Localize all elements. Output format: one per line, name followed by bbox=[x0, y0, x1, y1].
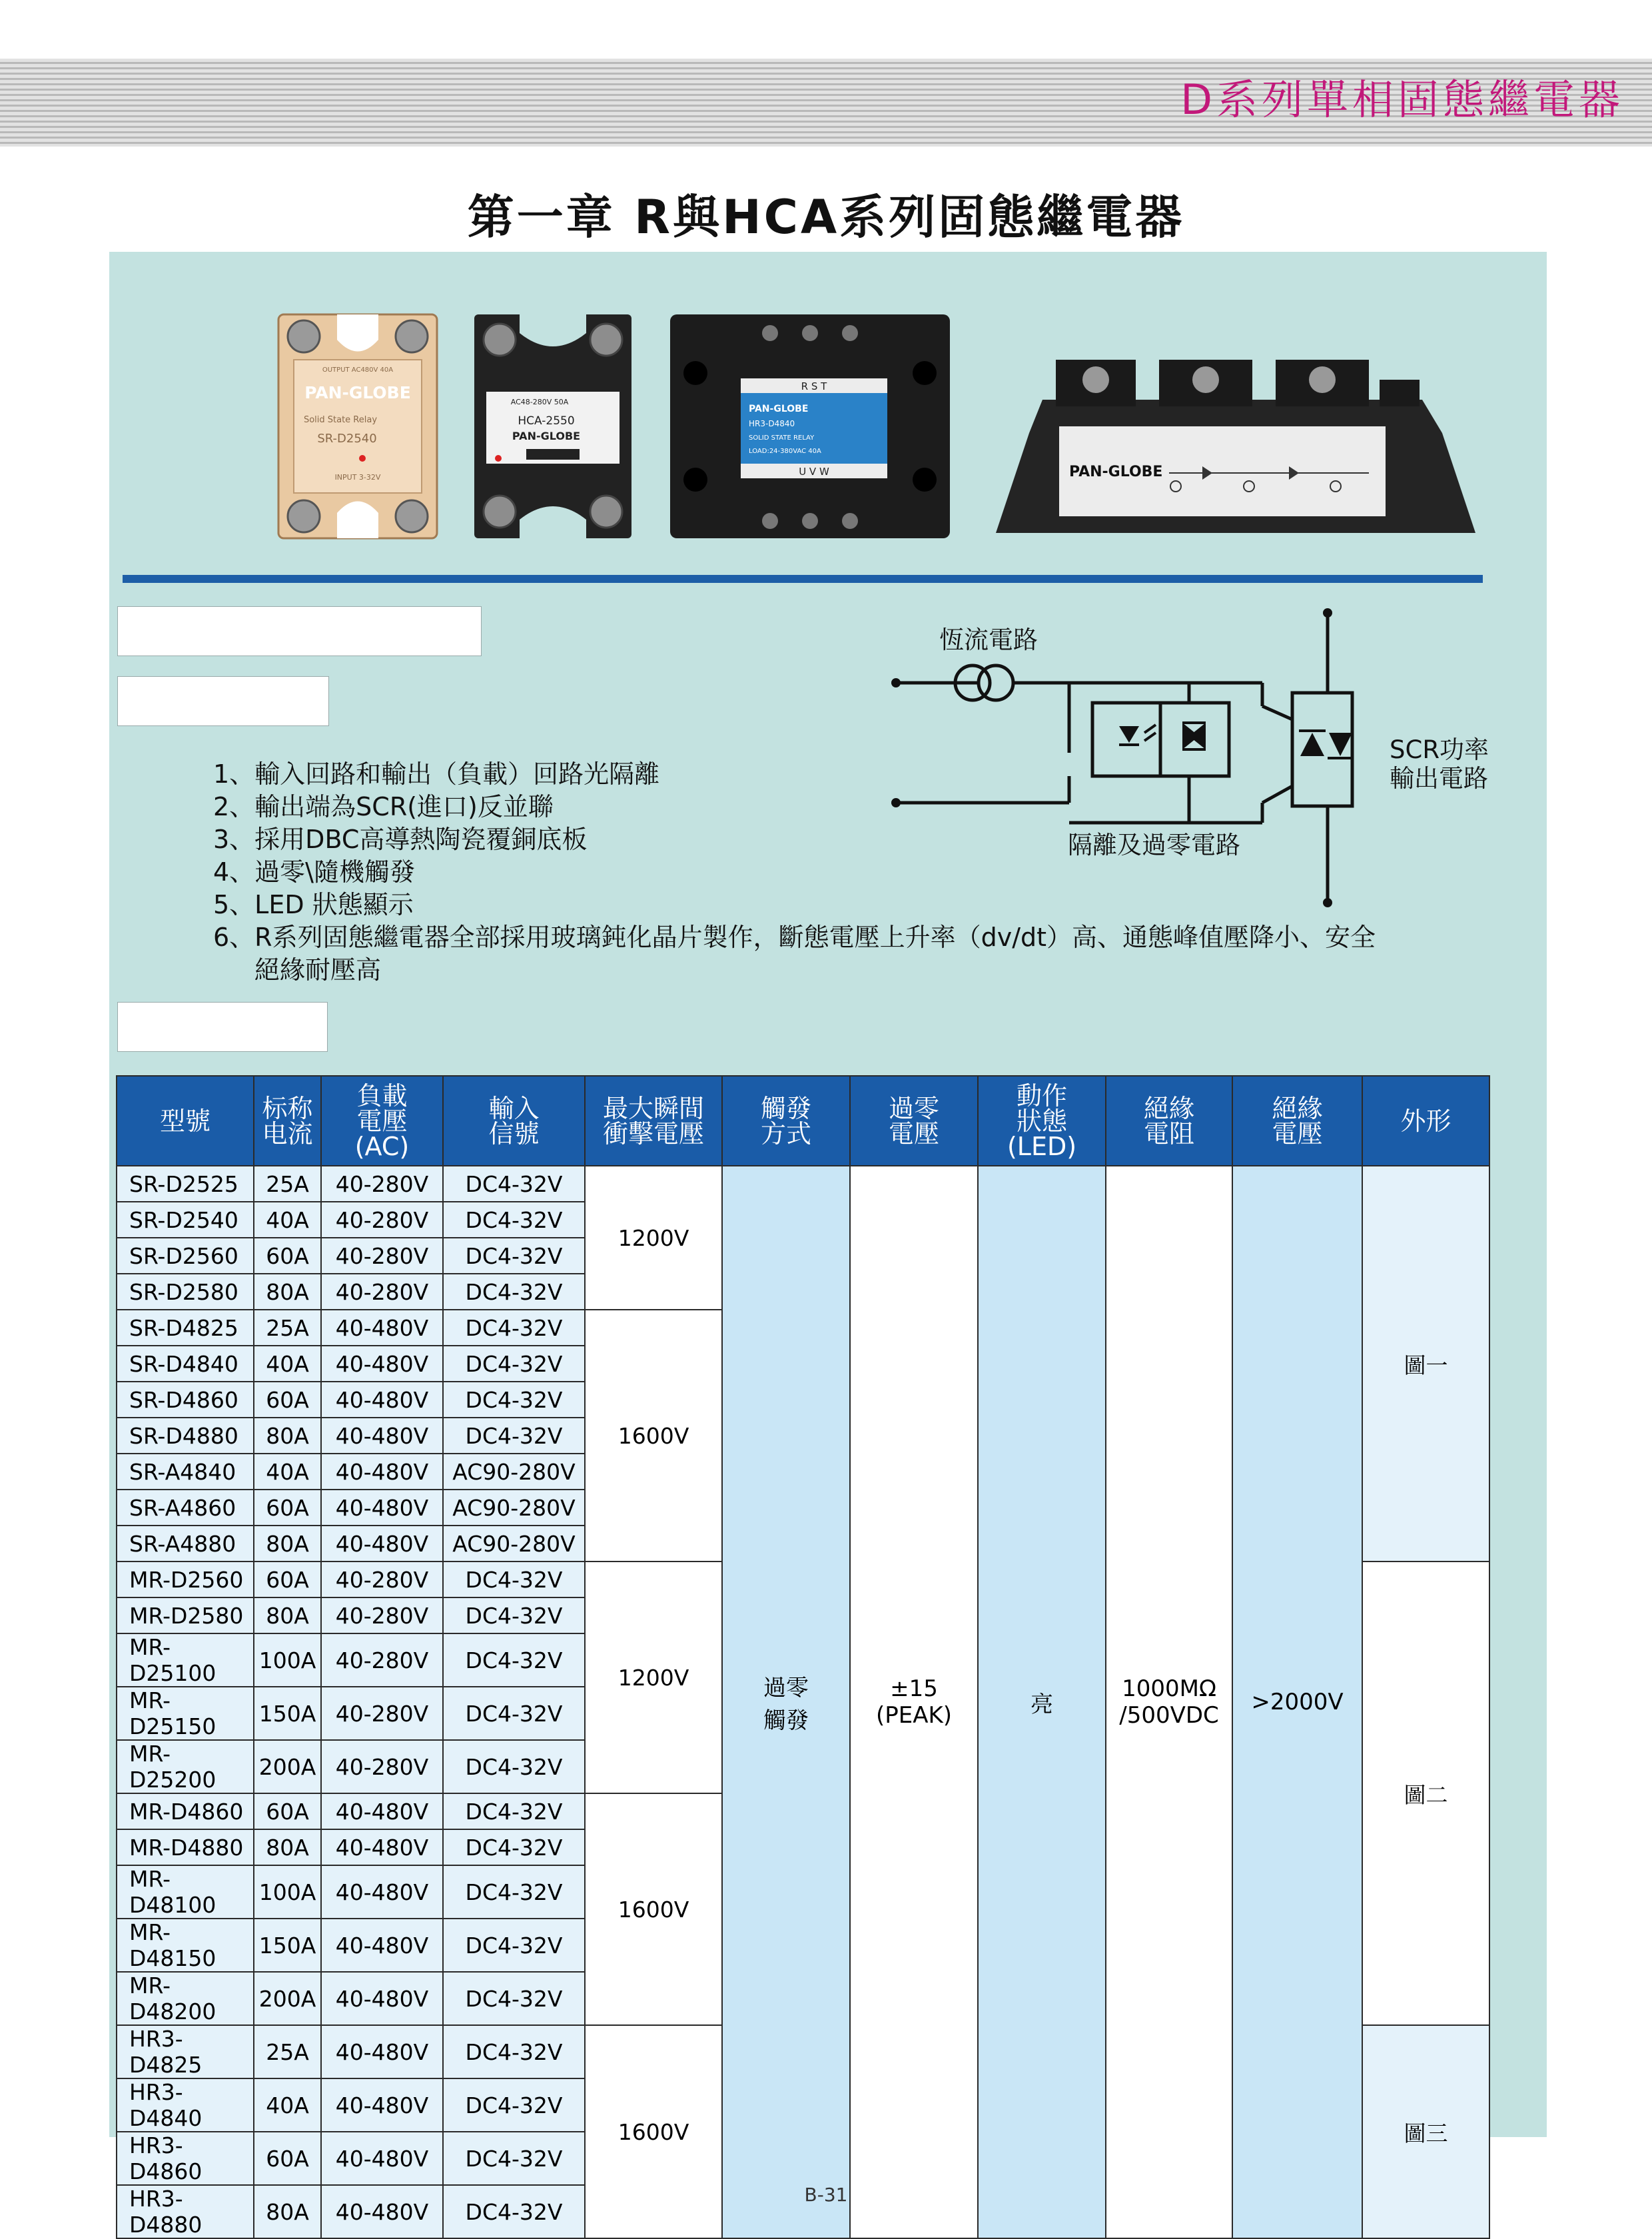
photo3-terminals-bottom: U V W bbox=[799, 466, 829, 478]
label-box-2 bbox=[117, 676, 329, 726]
feature-item-1: 1、輸入回路和輸出（負載）回路光隔離 bbox=[213, 759, 660, 789]
load-voltage-cell: 40-480V bbox=[321, 1919, 443, 1972]
feature-item-5: 5、LED 狀態顯示 bbox=[213, 890, 414, 919]
load-voltage-cell: 40-480V bbox=[321, 2025, 443, 2078]
photo1-output-text: OUTPUT AC480V 40A bbox=[322, 366, 394, 374]
model-cell: SR-D2580 bbox=[117, 1274, 254, 1310]
label-box-1 bbox=[117, 606, 482, 656]
model-cell: SR-A4860 bbox=[117, 1490, 254, 1526]
current-cell: 100A bbox=[254, 1633, 321, 1687]
model-cell: SR-A4840 bbox=[117, 1454, 254, 1490]
input-signal-cell: DC4-32V bbox=[443, 1418, 585, 1454]
model-cell: MR-D48150 bbox=[117, 1919, 254, 1972]
photo2-brand: PAN-GLOBE bbox=[512, 430, 581, 442]
current-cell: 80A bbox=[254, 2185, 321, 2238]
current-cell: 40A bbox=[254, 2078, 321, 2132]
section-divider bbox=[123, 575, 1483, 583]
input-signal-cell: DC4-32V bbox=[443, 1687, 585, 1740]
surge-voltage-cell: 1200V bbox=[585, 1166, 722, 1310]
col-header: 型號 bbox=[117, 1076, 254, 1166]
load-voltage-cell: 40-480V bbox=[321, 2078, 443, 2132]
input-signal-cell: DC4-32V bbox=[443, 1310, 585, 1346]
current-cell: 60A bbox=[254, 1562, 321, 1597]
series-title: D系列單相固態繼電器 bbox=[1180, 75, 1624, 124]
input-signal-cell: DC4-32V bbox=[443, 2025, 585, 2078]
load-voltage-cell: 40-280V bbox=[321, 1687, 443, 1740]
input-signal-cell: DC4-32V bbox=[443, 1166, 585, 1202]
feature-item-2: 2、輸出端為SCR(進口)反並聯 bbox=[213, 792, 554, 821]
feature-item-4: 4、過零\隨機觸發 bbox=[213, 857, 415, 887]
col-header: 輸入 信號 bbox=[443, 1076, 585, 1166]
col-header: 觸發 方式 bbox=[722, 1076, 850, 1166]
load-voltage-cell: 40-280V bbox=[321, 1166, 443, 1202]
col-header: 标称 电流 bbox=[254, 1076, 321, 1166]
input-signal-cell: DC4-32V bbox=[443, 2078, 585, 2132]
current-cell: 80A bbox=[254, 1526, 321, 1562]
photo3-load: LOAD:24-380VAC 40A bbox=[749, 448, 821, 455]
product-photo-sr-d2540 bbox=[277, 313, 438, 540]
model-cell: SR-D2560 bbox=[117, 1238, 254, 1274]
current-cell: 150A bbox=[254, 1919, 321, 1972]
input-signal-cell: DC4-32V bbox=[443, 1829, 585, 1865]
current-cell: 80A bbox=[254, 1597, 321, 1633]
input-signal-cell: DC4-32V bbox=[443, 1238, 585, 1274]
photo1-brand: PAN-GLOBE bbox=[304, 383, 411, 402]
input-signal-cell: AC90-280V bbox=[443, 1454, 585, 1490]
model-cell: MR-D25200 bbox=[117, 1740, 254, 1793]
load-voltage-cell: 40-280V bbox=[321, 1562, 443, 1597]
photo2-rating: AC48-280V 50A bbox=[510, 398, 569, 406]
input-signal-cell: DC4-32V bbox=[443, 2185, 585, 2238]
model-cell: SR-A4880 bbox=[117, 1526, 254, 1562]
photo3-terminals-top: R S T bbox=[801, 380, 827, 392]
current-cell: 60A bbox=[254, 2132, 321, 2185]
chapter-title: 第一章 R與HCA系列固態繼電器 bbox=[467, 190, 1185, 244]
label-scr-output-2: 輸出電路 bbox=[1390, 764, 1488, 793]
photo1-input-text: INPUT 3-32V bbox=[334, 473, 381, 482]
table-row bbox=[117, 1166, 1489, 1202]
label-box-3 bbox=[117, 1002, 328, 1052]
current-cell: 80A bbox=[254, 1418, 321, 1454]
photo4-brand: PAN-GLOBE bbox=[1069, 464, 1163, 480]
current-cell: 25A bbox=[254, 1310, 321, 1346]
model-cell: SR-D4840 bbox=[117, 1346, 254, 1382]
load-voltage-cell: 40-480V bbox=[321, 2185, 443, 2238]
load-voltage-cell: 40-480V bbox=[321, 1418, 443, 1454]
col-header: 負載 電壓 (AC) bbox=[321, 1076, 443, 1166]
load-voltage-cell: 40-480V bbox=[321, 1310, 443, 1346]
label-constant-current: 恆流電路 bbox=[939, 626, 1038, 654]
surge-voltage-cell: 1600V bbox=[585, 1793, 722, 2025]
model-cell: HR3-D4860 bbox=[117, 2132, 254, 2185]
current-cell: 25A bbox=[254, 2025, 321, 2078]
col-header: 絕緣 電壓 bbox=[1232, 1076, 1362, 1166]
current-cell: 100A bbox=[254, 1865, 321, 1919]
input-signal-cell: DC4-32V bbox=[443, 1865, 585, 1919]
input-signal-cell: DC4-32V bbox=[443, 1633, 585, 1687]
current-cell: 60A bbox=[254, 1238, 321, 1274]
outline-cell: 圖一 bbox=[1362, 1166, 1489, 1562]
col-header: 絕緣 電阻 bbox=[1106, 1076, 1232, 1166]
photo3-desc: SOLID STATE RELAY bbox=[749, 434, 815, 442]
load-voltage-cell: 40-280V bbox=[321, 1740, 443, 1793]
input-signal-cell: DC4-32V bbox=[443, 1972, 585, 2025]
product-photo-hca-2550 bbox=[473, 313, 633, 540]
input-signal-cell: DC4-32V bbox=[443, 1274, 585, 1310]
current-cell: 80A bbox=[254, 1274, 321, 1310]
load-voltage-cell: 40-280V bbox=[321, 1274, 443, 1310]
insulation-resistance-cell: 1000MΩ /500VDC bbox=[1106, 1166, 1232, 2238]
product-photo-module bbox=[983, 353, 1483, 538]
input-signal-cell: AC90-280V bbox=[443, 1526, 585, 1562]
load-voltage-cell: 40-480V bbox=[321, 1829, 443, 1865]
model-cell: HR3-D4840 bbox=[117, 2078, 254, 2132]
photo3-brand: PAN-GLOBE bbox=[749, 404, 809, 414]
feature-item-3: 3、採用DBC高導熱陶瓷覆銅底板 bbox=[213, 825, 588, 854]
current-cell: 60A bbox=[254, 1793, 321, 1829]
load-voltage-cell: 40-480V bbox=[321, 1793, 443, 1829]
model-cell: MR-D25150 bbox=[117, 1687, 254, 1740]
load-voltage-cell: 40-280V bbox=[321, 1633, 443, 1687]
current-cell: 60A bbox=[254, 1490, 321, 1526]
label-isolation: 隔離及過零電路 bbox=[1068, 831, 1240, 859]
photo3-model: HR3-D4840 bbox=[749, 419, 795, 428]
zero-cross-cell: ±15 (PEAK) bbox=[850, 1166, 978, 2238]
load-voltage-cell: 40-480V bbox=[321, 2132, 443, 2185]
current-cell: 200A bbox=[254, 1972, 321, 2025]
input-signal-cell: DC4-32V bbox=[443, 1597, 585, 1633]
current-cell: 200A bbox=[254, 1740, 321, 1793]
load-voltage-cell: 40-280V bbox=[321, 1238, 443, 1274]
col-header: 動作 狀態 (LED) bbox=[978, 1076, 1106, 1166]
current-cell: 60A bbox=[254, 1382, 321, 1418]
input-signal-cell: DC4-32V bbox=[443, 1382, 585, 1418]
model-cell: HR3-D4825 bbox=[117, 2025, 254, 2078]
input-signal-cell: AC90-280V bbox=[443, 1490, 585, 1526]
col-header: 外形 bbox=[1362, 1076, 1489, 1166]
insulation-voltage-cell: >2000V bbox=[1232, 1166, 1362, 2238]
model-cell: SR-D4860 bbox=[117, 1382, 254, 1418]
model-cell: SR-D2540 bbox=[117, 1202, 254, 1238]
current-cell: 40A bbox=[254, 1346, 321, 1382]
load-voltage-cell: 40-480V bbox=[321, 1454, 443, 1490]
input-signal-cell: DC4-32V bbox=[443, 1346, 585, 1382]
current-cell: 80A bbox=[254, 1829, 321, 1865]
model-cell: MR-D48200 bbox=[117, 1972, 254, 2025]
photo1-model: SR-D2540 bbox=[317, 432, 377, 446]
model-cell: SR-D2525 bbox=[117, 1166, 254, 1202]
table-header-row bbox=[117, 1076, 1489, 1166]
page-number: B-31 bbox=[804, 2184, 848, 2206]
current-cell: 150A bbox=[254, 1687, 321, 1740]
load-voltage-cell: 40-480V bbox=[321, 1382, 443, 1418]
load-voltage-cell: 40-480V bbox=[321, 1490, 443, 1526]
load-voltage-cell: 40-280V bbox=[321, 1202, 443, 1238]
col-header: 過零 電壓 bbox=[850, 1076, 978, 1166]
feature-item-6: 6、R系列固態繼電器全部採用玻璃鈍化晶片製作，斷態電壓上升率（dv/dt）高、通態峰值壓降小、安全 bbox=[213, 923, 1376, 952]
model-cell: MR-D2560 bbox=[117, 1562, 254, 1597]
model-cell: SR-D4880 bbox=[117, 1418, 254, 1454]
model-cell: HR3-D4880 bbox=[117, 2185, 254, 2238]
input-signal-cell: DC4-32V bbox=[443, 1202, 585, 1238]
spec-table bbox=[116, 1075, 1490, 2239]
outline-cell: 圖三 bbox=[1362, 2025, 1489, 2238]
feature-item-6-cont: 絕緣耐壓高 bbox=[254, 955, 382, 985]
surge-voltage-cell: 1200V bbox=[585, 1562, 722, 1793]
outline-cell: 圖二 bbox=[1362, 1562, 1489, 2025]
load-voltage-cell: 40-480V bbox=[321, 1526, 443, 1562]
col-header: 最大瞬間 衝擊電壓 bbox=[585, 1076, 722, 1166]
input-signal-cell: DC4-32V bbox=[443, 1919, 585, 1972]
current-cell: 40A bbox=[254, 1202, 321, 1238]
input-signal-cell: DC4-32V bbox=[443, 2132, 585, 2185]
input-signal-cell: DC4-32V bbox=[443, 1740, 585, 1793]
product-photo-hr3-d4840 bbox=[669, 313, 951, 540]
model-cell: MR-D4860 bbox=[117, 1793, 254, 1829]
model-cell: MR-D25100 bbox=[117, 1633, 254, 1687]
current-cell: 25A bbox=[254, 1166, 321, 1202]
current-cell: 40A bbox=[254, 1454, 321, 1490]
load-voltage-cell: 40-480V bbox=[321, 1865, 443, 1919]
load-voltage-cell: 40-480V bbox=[321, 1972, 443, 2025]
input-signal-cell: DC4-32V bbox=[443, 1793, 585, 1829]
model-cell: MR-D48100 bbox=[117, 1865, 254, 1919]
photo2-model: HCA-2550 bbox=[518, 414, 575, 428]
input-signal-cell: DC4-32V bbox=[443, 1562, 585, 1597]
model-cell: MR-D2580 bbox=[117, 1597, 254, 1633]
trigger-mode-cell: 過零 觸發 bbox=[722, 1166, 850, 2238]
load-voltage-cell: 40-480V bbox=[321, 1346, 443, 1382]
led-status-cell: 亮 bbox=[978, 1166, 1106, 2238]
photo1-desc: Solid State Relay bbox=[303, 415, 378, 425]
label-scr-output-1: SCR功率 bbox=[1390, 735, 1489, 764]
load-voltage-cell: 40-280V bbox=[321, 1597, 443, 1633]
surge-voltage-cell: 1600V bbox=[585, 2025, 722, 2238]
surge-voltage-cell: 1600V bbox=[585, 1310, 722, 1562]
model-cell: MR-D4880 bbox=[117, 1829, 254, 1865]
model-cell: SR-D4825 bbox=[117, 1310, 254, 1346]
